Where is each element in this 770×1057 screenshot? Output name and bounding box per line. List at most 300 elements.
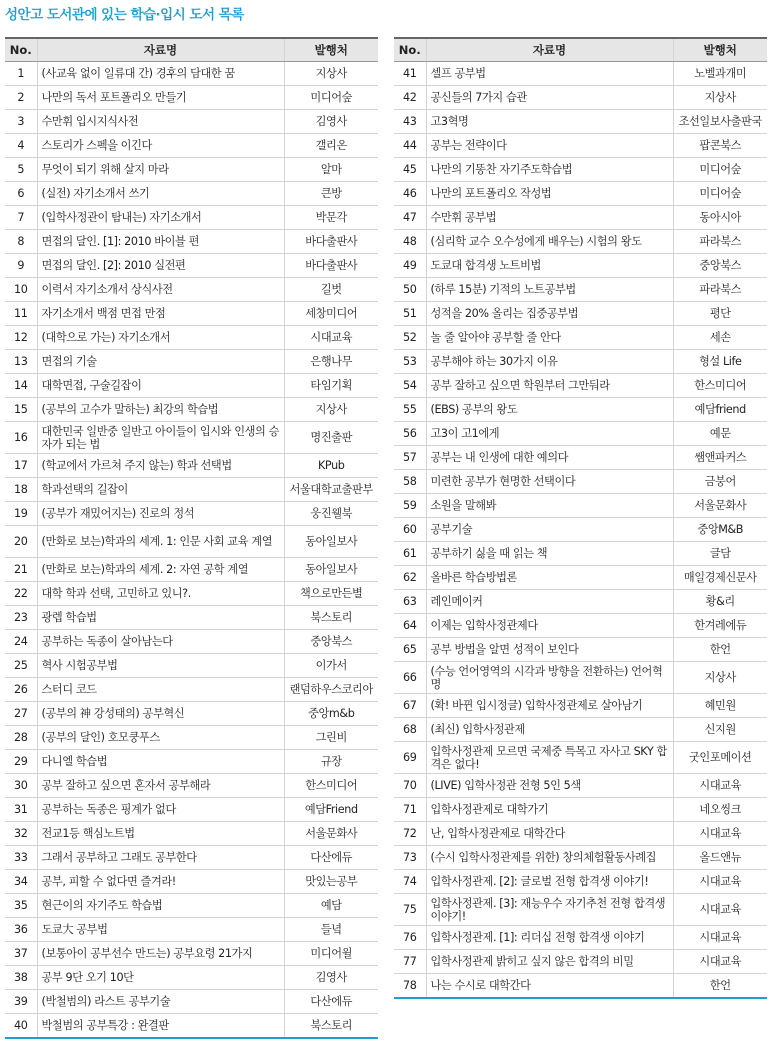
cell-no: 1 bbox=[5, 62, 37, 86]
cell-publisher: 김영사 bbox=[284, 110, 378, 134]
cell-publisher: 동아일보사 bbox=[284, 558, 378, 582]
cell-title: 미련한 공부가 현명한 선택이다 bbox=[426, 470, 673, 494]
cell-no: 4 bbox=[5, 134, 37, 158]
cell-no: 29 bbox=[5, 750, 37, 774]
header-publisher: 발행처 bbox=[284, 38, 378, 62]
cell-no: 30 bbox=[5, 774, 37, 798]
cell-title: 공부, 피할 수 없다면 즐겨라! bbox=[37, 870, 284, 894]
table-row bbox=[394, 494, 767, 518]
cell-title: 공부해야 하는 30가지 이유 bbox=[426, 350, 673, 374]
cell-title: 공부하는 독종이 살아남는다 bbox=[37, 630, 284, 654]
table-row bbox=[394, 894, 767, 926]
table-row bbox=[394, 254, 767, 278]
cell-title: 레인메이커 bbox=[426, 590, 673, 614]
cell-title: (수시 입학사정관제를 위한) 창의체험활동사례집 bbox=[426, 846, 673, 870]
table-row bbox=[5, 990, 378, 1014]
cell-publisher: 서울문화사 bbox=[673, 494, 767, 518]
table-row bbox=[5, 454, 378, 478]
cell-publisher: 맛있는공부 bbox=[284, 870, 378, 894]
table-row bbox=[5, 582, 378, 606]
table-row bbox=[394, 134, 767, 158]
page-title: 성안고 도서관에 있는 학습·입시 도서 목록 bbox=[5, 7, 244, 23]
cell-no: 20 bbox=[5, 526, 37, 558]
cell-title: 입학사정관제. [1]: 리더십 전형 합격생 이야기 bbox=[426, 926, 673, 950]
table-row bbox=[5, 526, 378, 558]
table-row bbox=[5, 918, 378, 942]
cell-title: 나만의 독서 포트폴리오 만들기 bbox=[37, 86, 284, 110]
cell-no: 14 bbox=[5, 374, 37, 398]
cell-no: 13 bbox=[5, 350, 37, 374]
cell-title: 공부는 내 인생에 대한 예의다 bbox=[426, 446, 673, 470]
cell-no: 12 bbox=[5, 326, 37, 350]
table-row bbox=[5, 798, 378, 822]
cell-no: 44 bbox=[394, 134, 426, 158]
cell-publisher: 중앙북스 bbox=[284, 630, 378, 654]
cell-no: 39 bbox=[5, 990, 37, 1014]
cell-title: (심리학 교수 오수성에게 배우는) 시험의 왕도 bbox=[426, 230, 673, 254]
table-row bbox=[394, 742, 767, 774]
table-row bbox=[394, 774, 767, 798]
cell-publisher: 타임기획 bbox=[284, 374, 378, 398]
cell-no: 33 bbox=[5, 846, 37, 870]
cell-publisher: 매일경제신문사 bbox=[673, 566, 767, 590]
cell-no: 76 bbox=[394, 926, 426, 950]
cell-no: 18 bbox=[5, 478, 37, 502]
cell-publisher: 형설 Life bbox=[673, 350, 767, 374]
table-row bbox=[394, 822, 767, 846]
cell-no: 43 bbox=[394, 110, 426, 134]
cell-publisher: 웅진웰북 bbox=[284, 502, 378, 526]
cell-title: 스터디 코드 bbox=[37, 678, 284, 702]
table-row bbox=[5, 846, 378, 870]
cell-title: 면접의 기술 bbox=[37, 350, 284, 374]
cell-no: 21 bbox=[5, 558, 37, 582]
table-row bbox=[5, 206, 378, 230]
table-row bbox=[394, 158, 767, 182]
cell-publisher: 예문 bbox=[673, 422, 767, 446]
cell-no: 48 bbox=[394, 230, 426, 254]
cell-publisher: 랜덤하우스코리아 bbox=[284, 678, 378, 702]
cell-publisher: 다산에듀 bbox=[284, 846, 378, 870]
cell-publisher: 김영사 bbox=[284, 966, 378, 990]
cell-no: 37 bbox=[5, 942, 37, 966]
cell-no: 8 bbox=[5, 230, 37, 254]
table-row bbox=[5, 422, 378, 454]
cell-no: 26 bbox=[5, 678, 37, 702]
cell-no: 47 bbox=[394, 206, 426, 230]
table-row bbox=[5, 254, 378, 278]
cell-publisher: 굿인포메이션 bbox=[673, 742, 767, 774]
cell-publisher: 시대교육 bbox=[673, 926, 767, 950]
cell-publisher: 한스미디어 bbox=[284, 774, 378, 798]
cell-no: 40 bbox=[5, 1014, 37, 1039]
table-header-row bbox=[394, 38, 767, 62]
table-row bbox=[394, 518, 767, 542]
cell-publisher: 세손 bbox=[673, 326, 767, 350]
cell-title: (사교육 없이 일류대 간) 경후의 담대한 꿈 bbox=[37, 62, 284, 86]
cell-publisher: 파라북스 bbox=[673, 230, 767, 254]
cell-publisher: 신지원 bbox=[673, 718, 767, 742]
cell-title: 면접의 달인. [1]: 2010 바이블 편 bbox=[37, 230, 284, 254]
table-row bbox=[394, 278, 767, 302]
table-row bbox=[5, 942, 378, 966]
table-row bbox=[5, 278, 378, 302]
table-row bbox=[394, 446, 767, 470]
cell-no: 63 bbox=[394, 590, 426, 614]
table-row bbox=[5, 62, 378, 86]
table-header-row bbox=[5, 38, 378, 62]
table-row bbox=[5, 302, 378, 326]
cell-publisher: 갤리온 bbox=[284, 134, 378, 158]
table-row bbox=[394, 718, 767, 742]
cell-title: 난, 입학사정관제로 대학간다 bbox=[426, 822, 673, 846]
cell-publisher: 동아일보사 bbox=[284, 526, 378, 558]
cell-title: (최신) 입학사정관제 bbox=[426, 718, 673, 742]
header-no: No. bbox=[394, 38, 426, 62]
cell-publisher: 지상사 bbox=[284, 398, 378, 422]
cell-title: (공부의 달인) 호모쿵푸스 bbox=[37, 726, 284, 750]
cell-publisher: 서울대학교출판부 bbox=[284, 478, 378, 502]
cell-no: 5 bbox=[5, 158, 37, 182]
cell-title: (박철범의) 라스트 공부기술 bbox=[37, 990, 284, 1014]
cell-title: 현근이의 자기주도 학습법 bbox=[37, 894, 284, 918]
cell-title: 수만휘 공부법 bbox=[426, 206, 673, 230]
cell-no: 2 bbox=[5, 86, 37, 110]
cell-publisher: 규장 bbox=[284, 750, 378, 774]
cell-no: 71 bbox=[394, 798, 426, 822]
cell-title: 대학면접, 구술길잡이 bbox=[37, 374, 284, 398]
table-row bbox=[394, 422, 767, 446]
cell-title: 전교1등 핵심노트법 bbox=[37, 822, 284, 846]
cell-title: 도쿄대 합격생 노트비법 bbox=[426, 254, 673, 278]
cell-title: 공부는 전략이다 bbox=[426, 134, 673, 158]
table-row bbox=[394, 86, 767, 110]
cell-title: 다니엘 학습법 bbox=[37, 750, 284, 774]
cell-no: 24 bbox=[5, 630, 37, 654]
cell-publisher: 중앙M&B bbox=[673, 518, 767, 542]
cell-publisher: 세창미디어 bbox=[284, 302, 378, 326]
cell-publisher: 한언 bbox=[673, 638, 767, 662]
book-table-left bbox=[5, 37, 378, 1039]
cell-publisher: 지상사 bbox=[284, 62, 378, 86]
cell-no: 60 bbox=[394, 518, 426, 542]
cell-title: (실전) 자기소개서 쓰기 bbox=[37, 182, 284, 206]
cell-publisher: 한언 bbox=[673, 974, 767, 999]
cell-publisher: KPub bbox=[284, 454, 378, 478]
cell-title: 놀 줄 알아야 공부할 줄 안다 bbox=[426, 326, 673, 350]
cell-publisher: 조선일보사출판국 bbox=[673, 110, 767, 134]
cell-title: 도쿄大 공부법 bbox=[37, 918, 284, 942]
table-row bbox=[5, 750, 378, 774]
table-row bbox=[5, 502, 378, 526]
table-row bbox=[5, 702, 378, 726]
cell-no: 11 bbox=[5, 302, 37, 326]
cell-title: 성적을 20% 올리는 집중공부법 bbox=[426, 302, 673, 326]
cell-publisher: 알마 bbox=[284, 158, 378, 182]
cell-publisher: 미디어윌 bbox=[284, 942, 378, 966]
table-row bbox=[5, 326, 378, 350]
cell-publisher: 그린비 bbox=[284, 726, 378, 750]
cell-title: 공부 잘하고 싶으면 학원부터 그만둬라 bbox=[426, 374, 673, 398]
table-row bbox=[394, 542, 767, 566]
cell-publisher: 책으로만든별 bbox=[284, 582, 378, 606]
cell-publisher: 파라북스 bbox=[673, 278, 767, 302]
cell-publisher: 은행나무 bbox=[284, 350, 378, 374]
cell-title: (공부의 神 강성태의) 공부혁신 bbox=[37, 702, 284, 726]
table-row bbox=[5, 230, 378, 254]
cell-no: 52 bbox=[394, 326, 426, 350]
table-row bbox=[394, 206, 767, 230]
header-no: No. bbox=[5, 38, 37, 62]
table-row bbox=[5, 894, 378, 918]
table-row bbox=[5, 182, 378, 206]
cell-title: (EBS) 공부의 왕도 bbox=[426, 398, 673, 422]
cell-publisher: 길벗 bbox=[284, 278, 378, 302]
cell-publisher: 노벨과개미 bbox=[673, 62, 767, 86]
cell-publisher: 쌤앤파커스 bbox=[673, 446, 767, 470]
cell-publisher: 서울문화사 bbox=[284, 822, 378, 846]
cell-no: 38 bbox=[5, 966, 37, 990]
table-row bbox=[394, 950, 767, 974]
cell-title: 소원을 말해봐 bbox=[426, 494, 673, 518]
table-row bbox=[394, 350, 767, 374]
cell-no: 6 bbox=[5, 182, 37, 206]
cell-no: 53 bbox=[394, 350, 426, 374]
table-row bbox=[394, 662, 767, 694]
cell-no: 55 bbox=[394, 398, 426, 422]
cell-publisher: 바다출판사 bbox=[284, 254, 378, 278]
cell-publisher: 바다출판사 bbox=[284, 230, 378, 254]
cell-title: 입학사정관제. [3]: 재능우수 자기추천 전형 합격생 이야기! bbox=[426, 894, 673, 926]
cell-publisher: 들녘 bbox=[284, 918, 378, 942]
cell-no: 25 bbox=[5, 654, 37, 678]
cell-publisher: 큰방 bbox=[284, 182, 378, 206]
table-row bbox=[5, 822, 378, 846]
cell-publisher: 시대교육 bbox=[673, 774, 767, 798]
cell-title: (입학사정관이 탐내는) 자기소개서 bbox=[37, 206, 284, 230]
cell-title: 입학사정관제 밝히고 싶지 않은 합격의 비밀 bbox=[426, 950, 673, 974]
cell-no: 32 bbox=[5, 822, 37, 846]
table-row bbox=[5, 86, 378, 110]
table-row bbox=[394, 470, 767, 494]
table-row bbox=[394, 974, 767, 999]
cell-no: 75 bbox=[394, 894, 426, 926]
cell-title: 나는 수시로 대학간다 bbox=[426, 974, 673, 999]
table-row bbox=[394, 398, 767, 422]
cell-no: 7 bbox=[5, 206, 37, 230]
cell-no: 70 bbox=[394, 774, 426, 798]
cell-publisher: 중앙북스 bbox=[673, 254, 767, 278]
cell-no: 46 bbox=[394, 182, 426, 206]
table-row bbox=[394, 566, 767, 590]
cell-title: 고3혁명 bbox=[426, 110, 673, 134]
cell-publisher: 시대교육 bbox=[673, 950, 767, 974]
cell-publisher: 다산에듀 bbox=[284, 990, 378, 1014]
table-row bbox=[394, 302, 767, 326]
cell-no: 68 bbox=[394, 718, 426, 742]
book-list-table bbox=[394, 37, 767, 999]
cell-no: 16 bbox=[5, 422, 37, 454]
cell-no: 19 bbox=[5, 502, 37, 526]
cell-no: 62 bbox=[394, 566, 426, 590]
table-body-right bbox=[394, 62, 767, 999]
cell-title: 셀프 공부법 bbox=[426, 62, 673, 86]
cell-publisher: 한스미디어 bbox=[673, 374, 767, 398]
table-row bbox=[394, 182, 767, 206]
cell-publisher: 금붕어 bbox=[673, 470, 767, 494]
cell-no: 56 bbox=[394, 422, 426, 446]
table-body-left bbox=[5, 62, 378, 1039]
table-row bbox=[394, 230, 767, 254]
book-table-right bbox=[394, 37, 767, 999]
cell-title: 자기소개서 백점 면접 만점 bbox=[37, 302, 284, 326]
cell-no: 65 bbox=[394, 638, 426, 662]
cell-no: 67 bbox=[394, 694, 426, 718]
cell-no: 34 bbox=[5, 870, 37, 894]
cell-title: 광렙 학습법 bbox=[37, 606, 284, 630]
cell-no: 50 bbox=[394, 278, 426, 302]
table-row bbox=[5, 870, 378, 894]
cell-no: 77 bbox=[394, 950, 426, 974]
cell-no: 78 bbox=[394, 974, 426, 999]
cell-title: 입학사정관제 모르면 국제중 특목고 자사고 SKY 합격은 없다! bbox=[426, 742, 673, 774]
cell-title: (하루 15분) 기적의 노트공부법 bbox=[426, 278, 673, 302]
cell-no: 31 bbox=[5, 798, 37, 822]
cell-title: 올바른 학습방법론 bbox=[426, 566, 673, 590]
cell-publisher: 시대교육 bbox=[673, 894, 767, 926]
cell-publisher: 혜민원 bbox=[673, 694, 767, 718]
table-row bbox=[394, 110, 767, 134]
cell-title: (보통아이 공부선수 만드는) 공부요령 21가지 bbox=[37, 942, 284, 966]
table-row bbox=[394, 326, 767, 350]
cell-title: 그래서 공부하고 그래도 공부한다 bbox=[37, 846, 284, 870]
cell-no: 64 bbox=[394, 614, 426, 638]
cell-no: 74 bbox=[394, 870, 426, 894]
cell-no: 36 bbox=[5, 918, 37, 942]
cell-no: 49 bbox=[394, 254, 426, 278]
cell-no: 59 bbox=[394, 494, 426, 518]
table-row bbox=[394, 638, 767, 662]
cell-no: 45 bbox=[394, 158, 426, 182]
cell-publisher: 시대교육 bbox=[673, 870, 767, 894]
cell-no: 61 bbox=[394, 542, 426, 566]
table-row bbox=[394, 870, 767, 894]
cell-publisher: 시대교육 bbox=[673, 822, 767, 846]
cell-publisher: 지상사 bbox=[673, 86, 767, 110]
cell-no: 57 bbox=[394, 446, 426, 470]
cell-publisher: 이가서 bbox=[284, 654, 378, 678]
table-row bbox=[5, 726, 378, 750]
cell-publisher: 중앙m&b bbox=[284, 702, 378, 726]
cell-publisher: 한겨레에듀 bbox=[673, 614, 767, 638]
cell-publisher: 팝콘북스 bbox=[673, 134, 767, 158]
cell-publisher: 명진출판 bbox=[284, 422, 378, 454]
cell-title: 수만휘 입시지식사전 bbox=[37, 110, 284, 134]
table-row bbox=[394, 614, 767, 638]
table-row bbox=[394, 62, 767, 86]
cell-title: 공신들의 7가지 습관 bbox=[426, 86, 673, 110]
table-row bbox=[5, 110, 378, 134]
cell-title: (수능 언어영역의 시각과 방향을 전환하는) 언어혁명 bbox=[426, 662, 673, 694]
cell-title: 이제는 입학사정관제다 bbox=[426, 614, 673, 638]
table-row bbox=[5, 678, 378, 702]
cell-title: 나만의 기똥찬 자기주도학습법 bbox=[426, 158, 673, 182]
cell-title: 공부 9단 오기 10단 bbox=[37, 966, 284, 990]
cell-publisher: 미디어숲 bbox=[673, 182, 767, 206]
cell-title: (공부의 고수가 말하는) 최강의 학습법 bbox=[37, 398, 284, 422]
cell-publisher: 예담 bbox=[284, 894, 378, 918]
table-row bbox=[5, 630, 378, 654]
cell-title: (공부가 재밌어지는) 진로의 정석 bbox=[37, 502, 284, 526]
cell-publisher: 예담friend bbox=[673, 398, 767, 422]
cell-title: (확! 바뀐 입시정글) 입학사정관제로 살아남기 bbox=[426, 694, 673, 718]
cell-publisher: 박문각 bbox=[284, 206, 378, 230]
table-row bbox=[5, 478, 378, 502]
table-row bbox=[5, 134, 378, 158]
cell-no: 10 bbox=[5, 278, 37, 302]
cell-title: 고3이 고1에게 bbox=[426, 422, 673, 446]
table-row bbox=[394, 590, 767, 614]
cell-publisher: 황&리 bbox=[673, 590, 767, 614]
cell-publisher: 글담 bbox=[673, 542, 767, 566]
cell-title: 나만의 포트폴리오 작성법 bbox=[426, 182, 673, 206]
cell-no: 42 bbox=[394, 86, 426, 110]
cell-publisher: 평단 bbox=[673, 302, 767, 326]
cell-publisher: 동아시아 bbox=[673, 206, 767, 230]
cell-no: 27 bbox=[5, 702, 37, 726]
table-row bbox=[5, 774, 378, 798]
table-row bbox=[5, 350, 378, 374]
table-row bbox=[394, 694, 767, 718]
cell-no: 17 bbox=[5, 454, 37, 478]
cell-title: 대학 학과 선택, 고민하고 있니?. bbox=[37, 582, 284, 606]
table-row bbox=[394, 374, 767, 398]
table-row bbox=[394, 846, 767, 870]
cell-publisher: 북스토리 bbox=[284, 606, 378, 630]
cell-title: 입학사정관제로 대학가기 bbox=[426, 798, 673, 822]
cell-no: 69 bbox=[394, 742, 426, 774]
cell-title: (만화로 보는)학과의 세계. 1: 인문 사회 교육 계열 bbox=[37, 526, 284, 558]
cell-publisher: 시대교육 bbox=[284, 326, 378, 350]
header-publisher: 발행처 bbox=[673, 38, 767, 62]
cell-no: 22 bbox=[5, 582, 37, 606]
cell-title: 혁사 시험공부법 bbox=[37, 654, 284, 678]
cell-title: 공부하기 싫을 때 읽는 책 bbox=[426, 542, 673, 566]
cell-publisher: 예담Friend bbox=[284, 798, 378, 822]
cell-no: 9 bbox=[5, 254, 37, 278]
cell-no: 73 bbox=[394, 846, 426, 870]
table-row bbox=[5, 398, 378, 422]
cell-no: 66 bbox=[394, 662, 426, 694]
cell-no: 23 bbox=[5, 606, 37, 630]
header-title: 자료명 bbox=[426, 38, 673, 62]
table-row bbox=[5, 654, 378, 678]
cell-title: 무엇이 되기 위해 살지 마라 bbox=[37, 158, 284, 182]
cell-no: 72 bbox=[394, 822, 426, 846]
cell-title: 공부기술 bbox=[426, 518, 673, 542]
table-row bbox=[5, 1014, 378, 1039]
cell-no: 41 bbox=[394, 62, 426, 86]
cell-publisher: 지상사 bbox=[673, 662, 767, 694]
table-row bbox=[5, 966, 378, 990]
cell-no: 35 bbox=[5, 894, 37, 918]
table-row bbox=[5, 606, 378, 630]
cell-title: 스토리가 스펙을 이긴다 bbox=[37, 134, 284, 158]
table-row bbox=[5, 558, 378, 582]
cell-no: 58 bbox=[394, 470, 426, 494]
cell-title: 학과선택의 길잡이 bbox=[37, 478, 284, 502]
cell-publisher: 미디어숲 bbox=[284, 86, 378, 110]
